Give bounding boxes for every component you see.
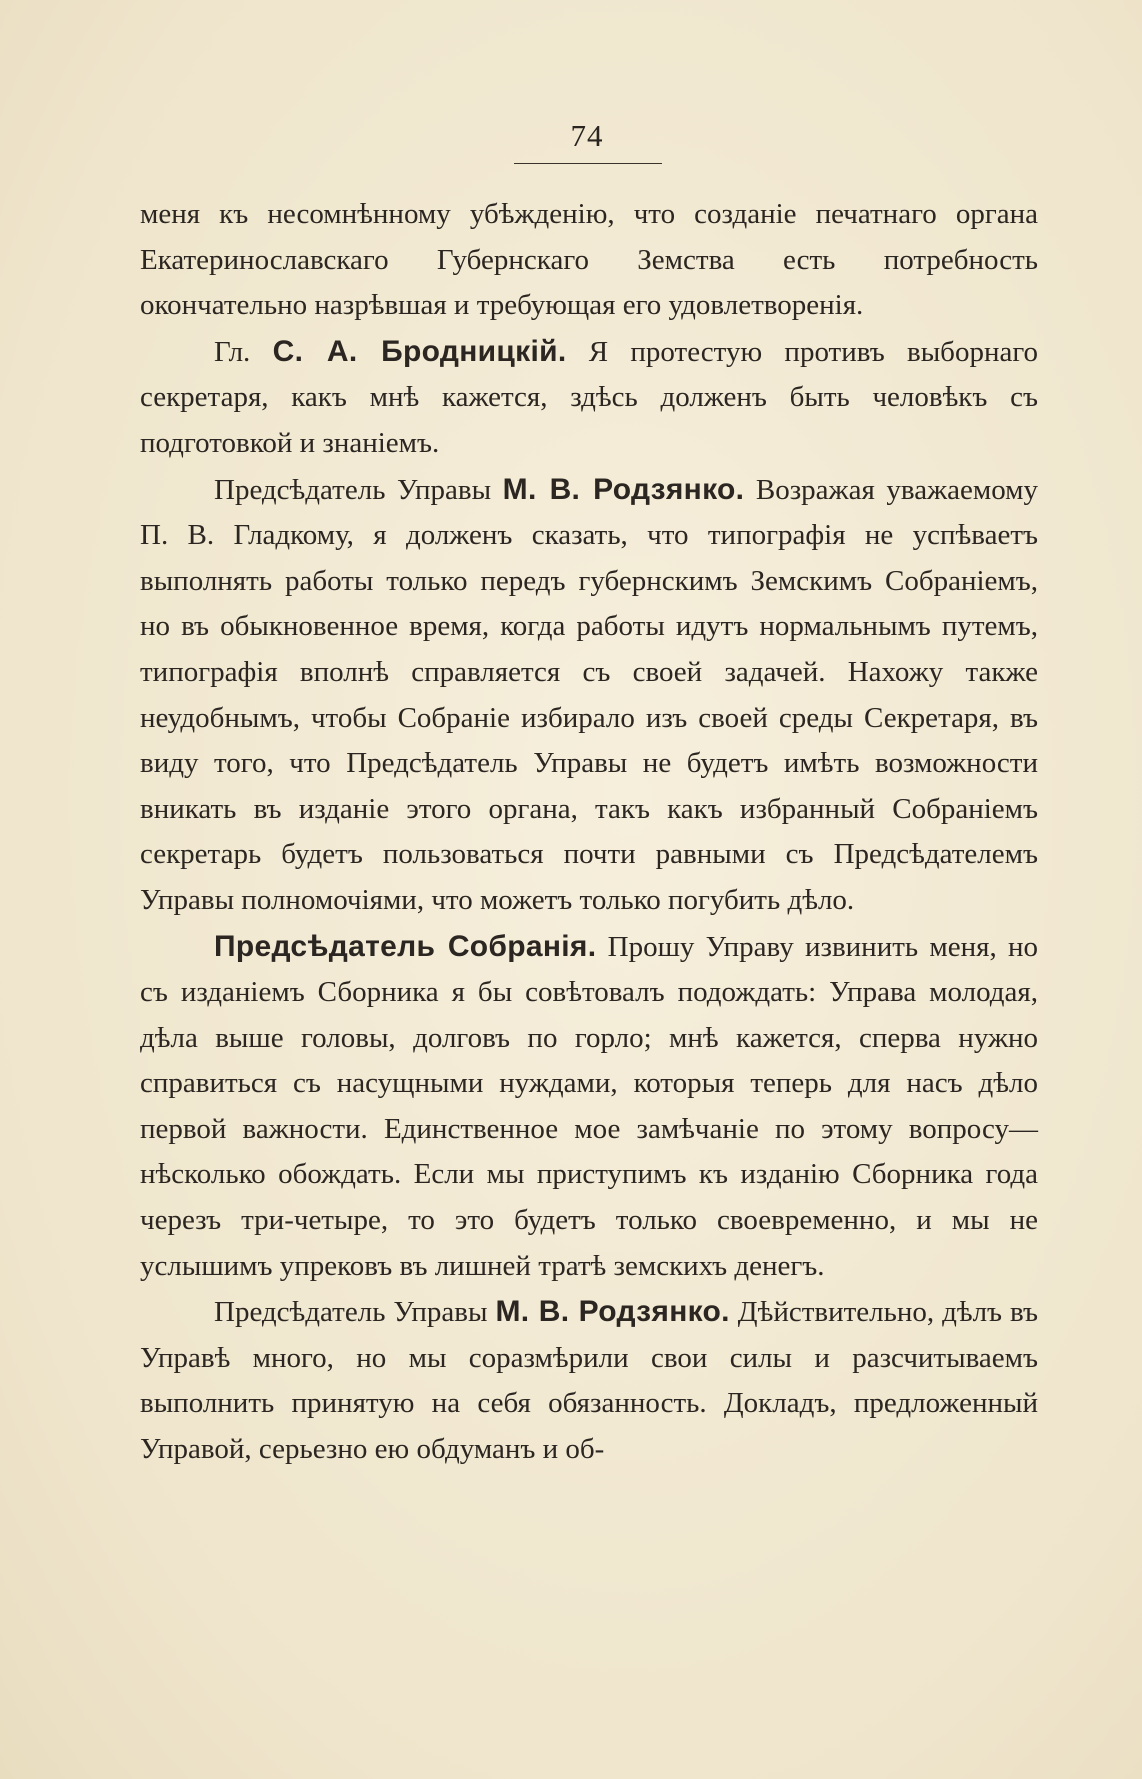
paragraph-text: Я протестую противъ выборнаго секретаря, какъ мнѣ кажется, здѣсь долженъ быть человѣкъ съ подготовкой и знаніемъ. — [140, 335, 1039, 459]
speaker-prefix: Предсѣдатель Управы — [214, 1296, 496, 1329]
paragraph-text: меня къ несомнѣнному убѣжденію, что созданіе печатнаго органа Екатеринославскаго Губернскаго Земства есть потребность окончательно назрѣвшая и требующая его удовлетворенія. — [140, 198, 1038, 322]
paragraph-assembly-chairman — [140, 924, 1038, 1290]
paragraph-text: Возражая уважаемому П. В. Гладкому, я долженъ сказать, что типографія не успѣваетъ выполнять работы только передъ губернскимъ Земскимъ Собраніемъ, но въ обыкновенное время, когда работы идутъ нормальнымъ путемъ, типографія вполнѣ справляется съ своей задачей. Нахожу также неудобнымъ, чтобы Собраніе избирало изъ своей среды Секретаря, въ виду того, что Предсѣдатель Управы не будетъ имѣть возможности вникать въ изданіе этого органа, такъ какъ избранный Собраніемъ секретарь будетъ пользоваться почти равными съ Предсѣдателемъ Управы полномочіями, что можетъ только погубить дѣло. — [140, 473, 1038, 916]
paragraph-text: Дѣйствительно, дѣлъ въ Управѣ много, но мы соразмѣрили свои силы и разсчитываемъ выполнить принятую на себя обязанность. Докладъ, предложенный Управой, серьезно ею обдуманъ и об- — [140, 1296, 1038, 1466]
page-body — [140, 192, 1038, 1473]
speaker-name: Предсѣдатель Собранія. — [214, 929, 597, 963]
paragraph-brodnitsky — [140, 329, 1038, 467]
speaker-prefix: Предсѣдатель Управы — [214, 473, 503, 506]
header-rule — [514, 163, 662, 164]
speaker-name: М. В. Родзянко. — [502, 472, 745, 506]
speaker-name: С. А. Бродницкій. — [272, 334, 567, 368]
paragraph-continuation — [140, 192, 1038, 329]
paragraph-rodzyanko-1 — [140, 467, 1038, 924]
page-number: 74 — [570, 118, 604, 153]
speaker-prefix: Гл. — [214, 335, 273, 368]
speaker-name: М. В. Родзянко. — [495, 1295, 730, 1329]
paragraph-text: Прошу Управу извинить меня, но съ изданіемъ Сборника я бы совѣтовалъ подождать: Управа молодая, дѣла выше головы, долговъ по горло; мнѣ кажется, сперва нужно справиться съ насущными нуждами, которыя теперь для насъ дѣло первой важности. Единственное мое замѣчаніе по этому вопросу—нѣсколько обождать. Если мы приступимъ къ изданію Сборника года черезъ три-четыре, то это будетъ только своевременно, и мы не услышимъ упрековъ въ лишней тратѣ земскихъ денегъ. — [140, 930, 1038, 1282]
paragraph-rodzyanko-2 — [140, 1289, 1038, 1472]
